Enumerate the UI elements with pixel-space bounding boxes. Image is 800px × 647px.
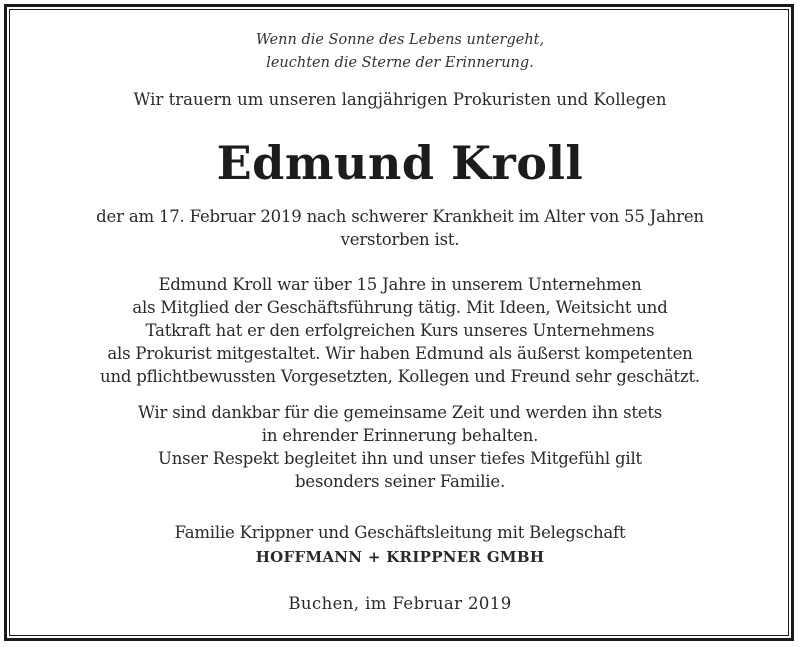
- deceased-name: Edmund Kroll: [216, 136, 584, 190]
- intro-text: Wir trauern um unseren langjährigen Prokuristen und Kollegen: [133, 90, 667, 109]
- mourners-line: Familie Krippner und Geschäftsleitung mit Belegschaft: [174, 523, 626, 542]
- company-name: HOFFMANN + KRIPPNER GMBH: [255, 548, 545, 566]
- tribute-line-5: und pflichtbewussten Vorgesetzten, Kollegen und Freund sehr geschätzt.: [100, 367, 700, 386]
- tribute-line-1: Edmund Kroll war über 15 Jahre in unserem Unternehmen: [158, 275, 642, 294]
- motto-line-2: leuchten die Sterne der Erinnerung.: [266, 55, 534, 71]
- death-notice-line-1: der am 17. Februar 2019 nach schwerer Krankheit im Alter von 55 Jahren: [96, 207, 704, 226]
- gratitude-line-4: besonders seiner Familie.: [295, 472, 505, 491]
- tribute-line-3: Tatkraft hat er den erfolgreichen Kurs unseres Unternehmens: [145, 321, 655, 340]
- obituary-notice: [10, 10, 790, 636]
- gratitude-line-2: in ehrender Erinnerung behalten.: [261, 426, 539, 445]
- death-notice-line-2: verstorben ist.: [340, 230, 460, 249]
- gratitude-line-1: Wir sind dankbar für die gemeinsame Zeit und werden ihn stets: [137, 403, 663, 422]
- place-date: Buchen, im Februar 2019: [288, 594, 512, 613]
- tribute-line-2: als Mitglied der Geschäftsführung tätig. Mit Ideen, Weitsicht und: [132, 298, 668, 317]
- tribute-line-4: als Prokurist mitgestaltet. Wir haben Edmund als äußerst kompetenten: [107, 344, 693, 363]
- gratitude-line-3: Unser Respekt begleitet ihn und unser tiefes Mitgefühl gilt: [158, 449, 642, 468]
- motto-line-1: Wenn die Sonne des Lebens untergeht,: [255, 32, 545, 48]
